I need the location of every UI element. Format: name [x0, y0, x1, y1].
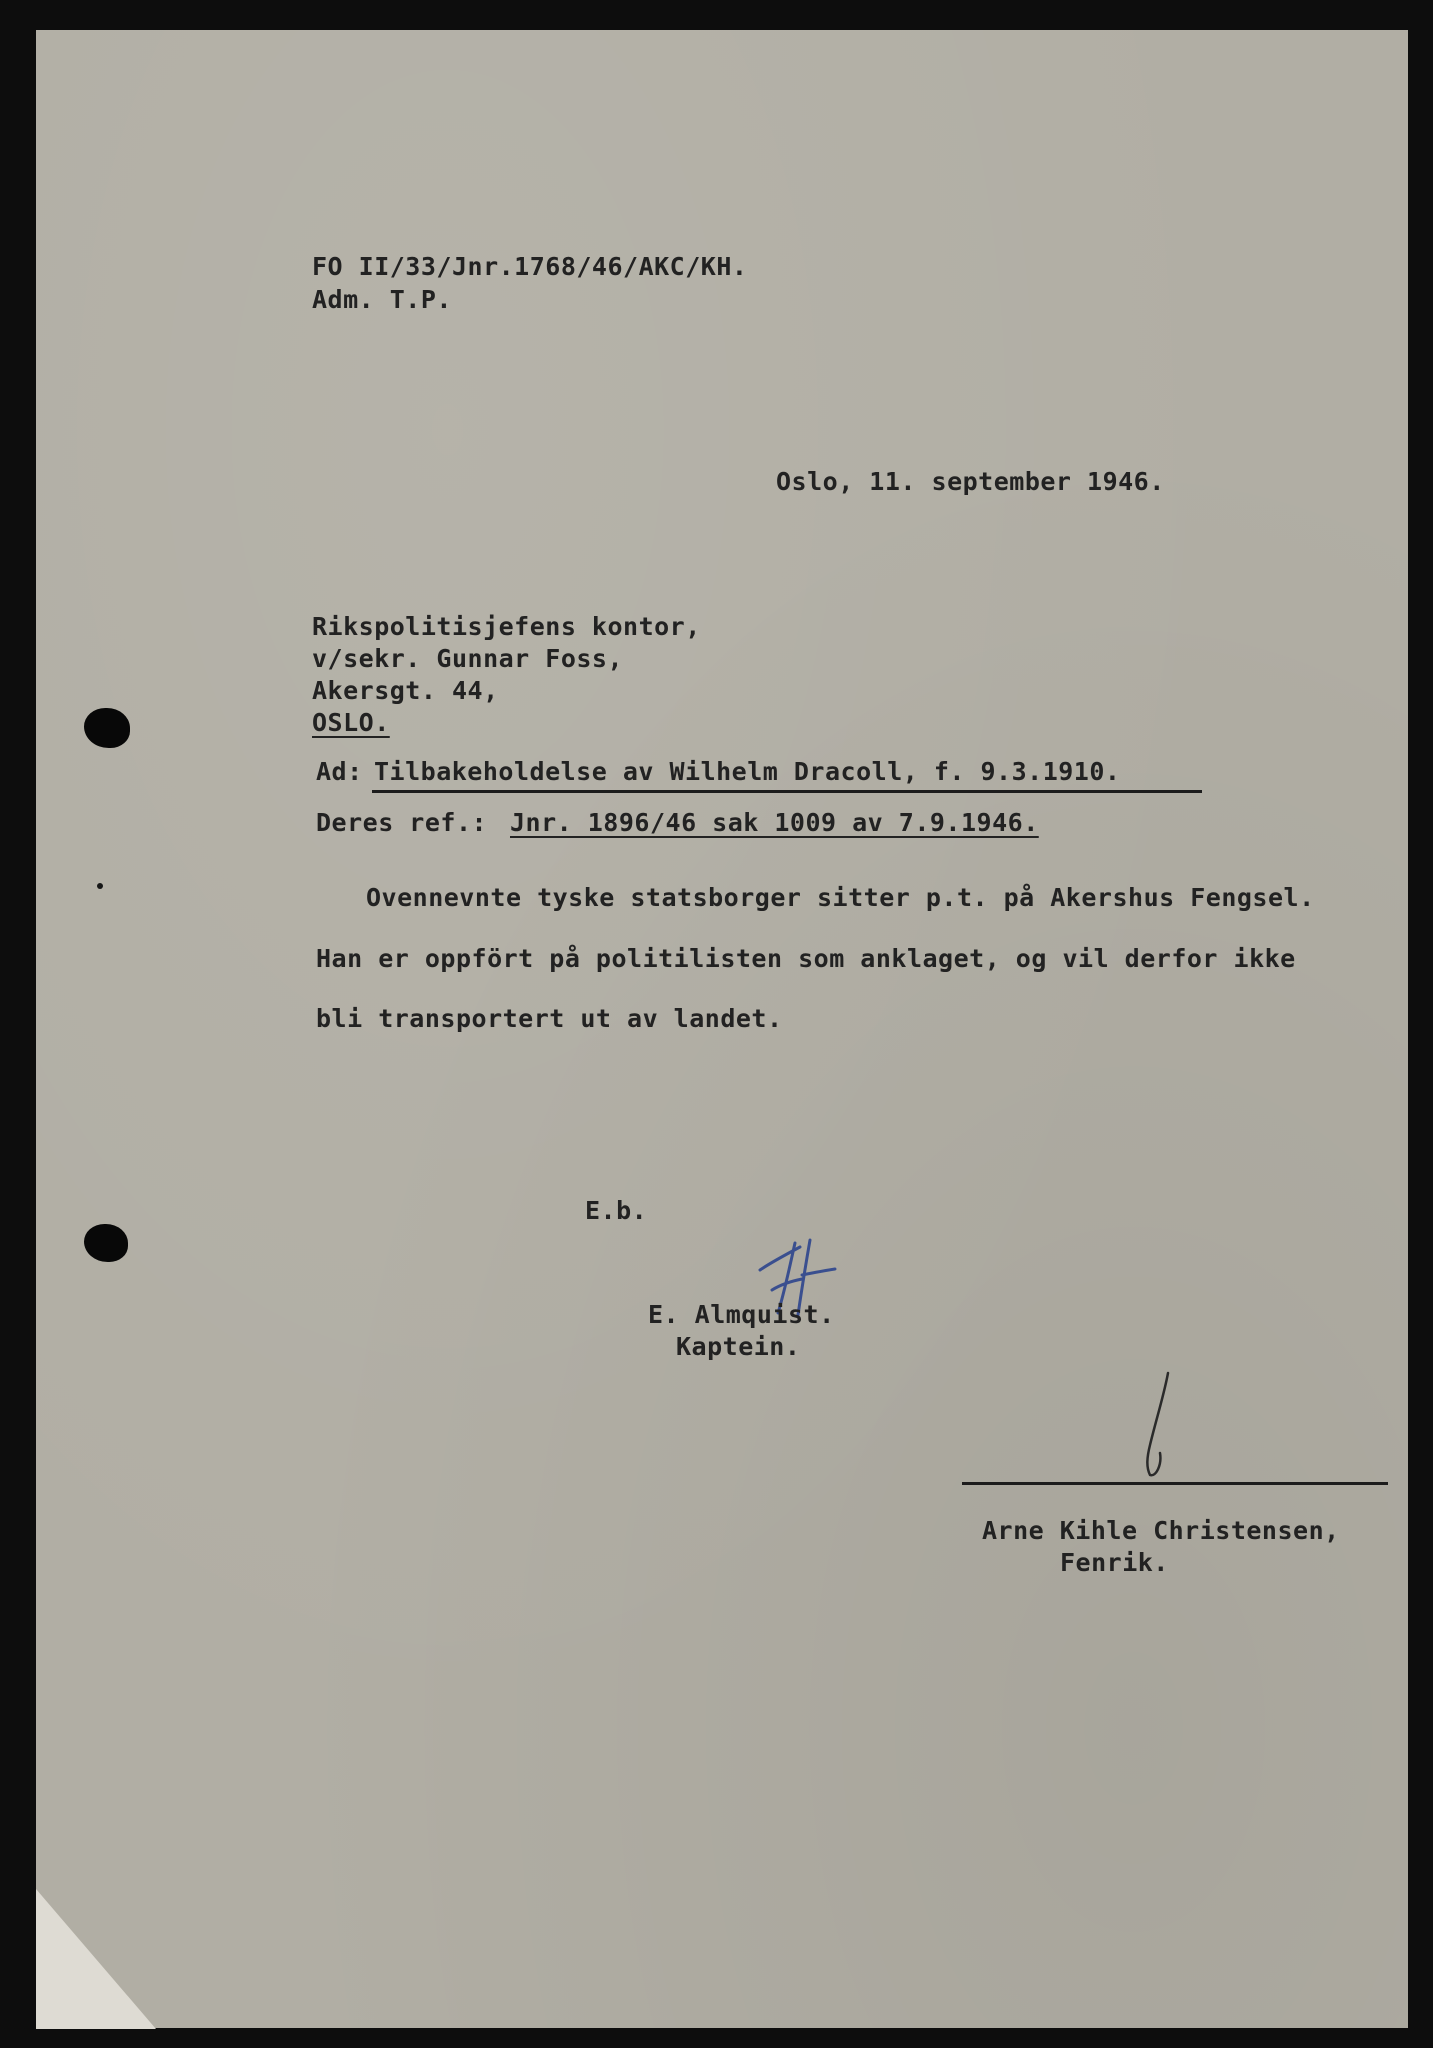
handwritten-signature	[1120, 1365, 1200, 1485]
recipient-line-1: Rikspolitisjefens kontor,	[312, 612, 701, 641]
their-ref-label: Deres ref.:	[316, 808, 488, 837]
recipient-line-4: OSLO.	[312, 708, 390, 737]
subject-text: Tilbakeholdelse av Wilhelm Dracoll, f. 9.3.1910.	[374, 757, 1121, 786]
recipient-line-2: v/sekr. Gunnar Foss,	[312, 644, 624, 673]
signatory-2-title: Fenrik.	[1060, 1548, 1169, 1577]
recipient-line-3: Akersgt. 44,	[312, 676, 499, 705]
department: Adm. T.P.	[312, 285, 452, 314]
subject-underline	[372, 790, 1202, 793]
folded-corner	[36, 1889, 156, 2029]
signatory-1-name: E. Almquist.	[648, 1300, 835, 1329]
punch-hole-bottom	[84, 1224, 128, 1262]
body-line-3: bli transportert ut av landet.	[316, 1004, 783, 1033]
punch-hole-top	[84, 708, 130, 748]
signatory-1-title: Kaptein.	[676, 1332, 801, 1361]
their-ref-text: Jnr. 1896/46 sak 1009 av 7.9.1946.	[510, 808, 1039, 837]
speck	[97, 883, 103, 889]
subject-label: Ad:	[316, 757, 363, 786]
body-line-1: Ovennevnte tyske statsborger sitter p.t. på Akershus Fengsel.	[366, 883, 1315, 912]
signatory-2-name: Arne Kihle Christensen,	[982, 1516, 1340, 1545]
closing: E.b.	[585, 1196, 648, 1225]
signature-line	[962, 1482, 1388, 1485]
reference-number: FO II/33/Jnr.1768/46/AKC/KH.	[312, 252, 748, 281]
body-line-2: Han er oppfört på politilisten som anklaget, og vil derfor ikke	[316, 944, 1296, 973]
place-date: Oslo, 11. september 1946.	[776, 467, 1165, 496]
